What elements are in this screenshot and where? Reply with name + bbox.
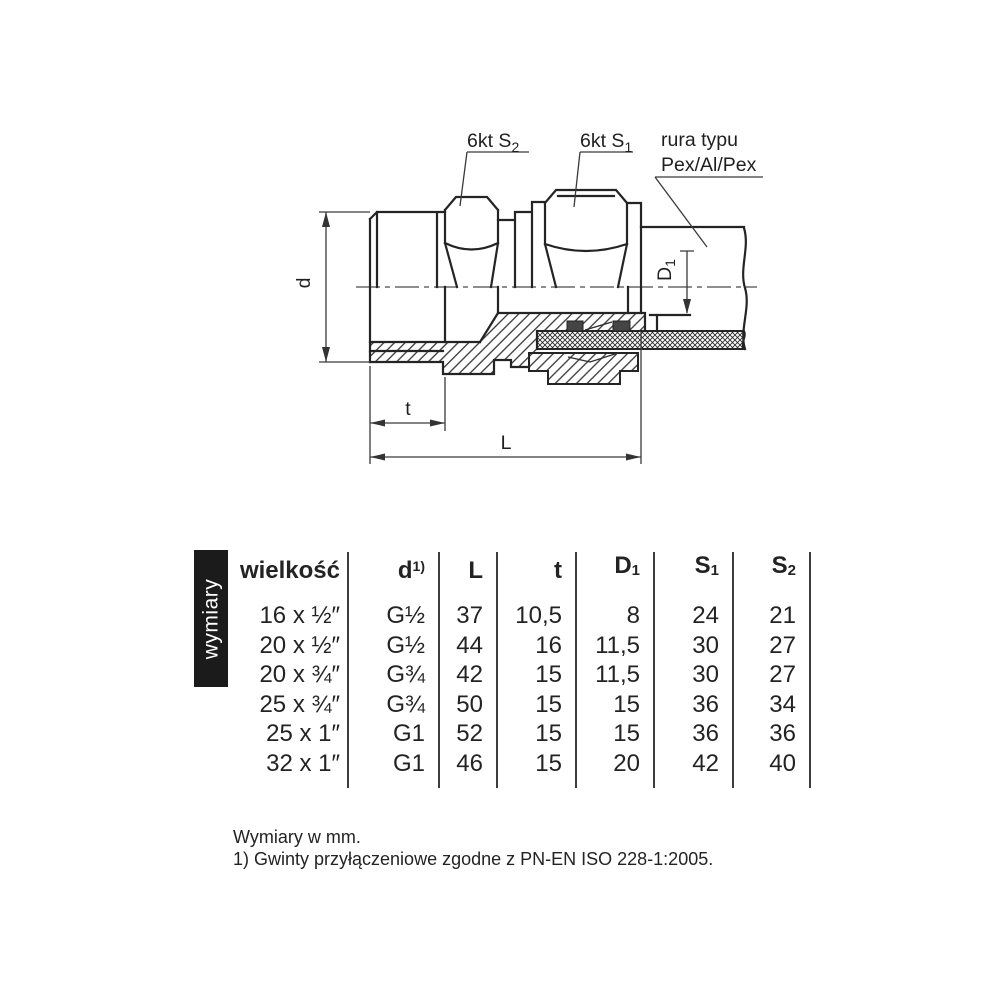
table-cell: 42 [456, 661, 483, 689]
table-cell: 30 [692, 661, 719, 689]
table-cell: 36 [692, 690, 719, 718]
table-cell: 16 [535, 631, 562, 659]
col-header-d: $d^{1)}$ [397, 557, 425, 584]
arrow-t-right [430, 420, 445, 427]
table-cell: 36 [769, 720, 796, 748]
arrow-d-down [322, 347, 330, 362]
table-cell: 21 [769, 602, 796, 629]
table-cell: G1 [392, 749, 425, 777]
note-thread-standard: 1) Gwinty przyłączeniowe zgodne z PN-EN ISO 228-1:2005. [233, 848, 714, 869]
table-cell: G¾ [386, 690, 425, 718]
table-cell: G1 [392, 720, 425, 748]
dimension-lines [319, 152, 763, 464]
table-cell: 36 [692, 720, 719, 748]
table-cell: 25 x 1″ [266, 720, 340, 748]
table-cell: 8 [626, 602, 640, 629]
table-cell: 15 [535, 690, 562, 718]
oring-left [567, 321, 583, 331]
table-cell: 40 [769, 749, 796, 777]
label-dim-l: L [500, 432, 512, 454]
arrow-l-left [370, 454, 385, 461]
table-cell: 44 [456, 631, 483, 659]
table-cell: 52 [456, 720, 483, 748]
table-cell: 37 [456, 602, 483, 629]
arrow-d-up [322, 212, 330, 227]
label-hex-s1: 6kt $S_1$ [580, 130, 633, 155]
col-header-d1: D1 [614, 552, 640, 579]
table-cell: 15 [535, 749, 562, 777]
note-units: Wymiary w mm. [233, 827, 361, 847]
label-dim-t: t [405, 398, 411, 420]
table-cell: 20 [613, 749, 640, 777]
arrow-d1-down [683, 299, 691, 314]
table-cell: 32 x 1″ [266, 749, 340, 777]
table-cell: G½ [386, 602, 425, 629]
table-cell: 15 [613, 720, 640, 748]
table-cell: 15 [535, 661, 562, 689]
col-header-s1: S1 [694, 552, 719, 579]
table-cell: 46 [456, 749, 483, 777]
table-cell: 27 [769, 631, 796, 659]
footnotes [233, 827, 713, 870]
col-header-l: L [468, 557, 483, 584]
label-pipe-type-line2: Pex/Al/Pex [661, 154, 757, 176]
table-cell: 25 x ¾″ [259, 690, 340, 718]
table-cell: 24 [692, 602, 719, 629]
table-cell: 50 [456, 690, 483, 718]
nut-bottom-section [529, 353, 638, 384]
wymiary-side-tab [194, 550, 228, 687]
table-cell: 15 [535, 720, 562, 748]
arrow-t-left [370, 420, 385, 427]
label-dim-d: d [293, 277, 315, 289]
table-cell: 16 x ½″ [259, 602, 340, 629]
label-hex-s2: 6kt $S_2$ [467, 130, 520, 155]
table-cell: 27 [769, 661, 796, 689]
section-hatching [370, 313, 745, 384]
dimensions-table-body [228, 601, 810, 779]
table-cell: G½ [386, 631, 425, 659]
table-cell: 30 [692, 631, 719, 659]
wymiary-side-tab-label: wymiary [199, 578, 222, 659]
body-steps-outline [498, 202, 545, 287]
oring-right [613, 321, 630, 331]
dimensions-table-header [228, 548, 810, 584]
label-pipe-type-line1: rura typu [661, 129, 738, 151]
arrow-l-right [626, 454, 641, 461]
hex-nut-s2-outline [445, 197, 498, 287]
table-cell: 11,5 [595, 661, 640, 689]
col-header-t: t [554, 557, 562, 584]
col-header-wielkosc: wielkość [239, 557, 340, 584]
hex-nut-s1-outline [545, 190, 627, 287]
table-cell: 20 x ¾″ [259, 661, 340, 689]
table-cell: 42 [692, 749, 719, 777]
table-cell: 10,5 [515, 602, 562, 629]
table-cell: 34 [769, 690, 796, 718]
table-cell: G¾ [386, 661, 425, 689]
col-header-s2: S2 [771, 552, 796, 579]
label-dim-d1: $D_1$ [654, 259, 678, 281]
table-cell: 20 x ½″ [259, 631, 340, 659]
table-cell: 15 [613, 690, 640, 718]
table-cell: 11,5 [595, 631, 640, 659]
